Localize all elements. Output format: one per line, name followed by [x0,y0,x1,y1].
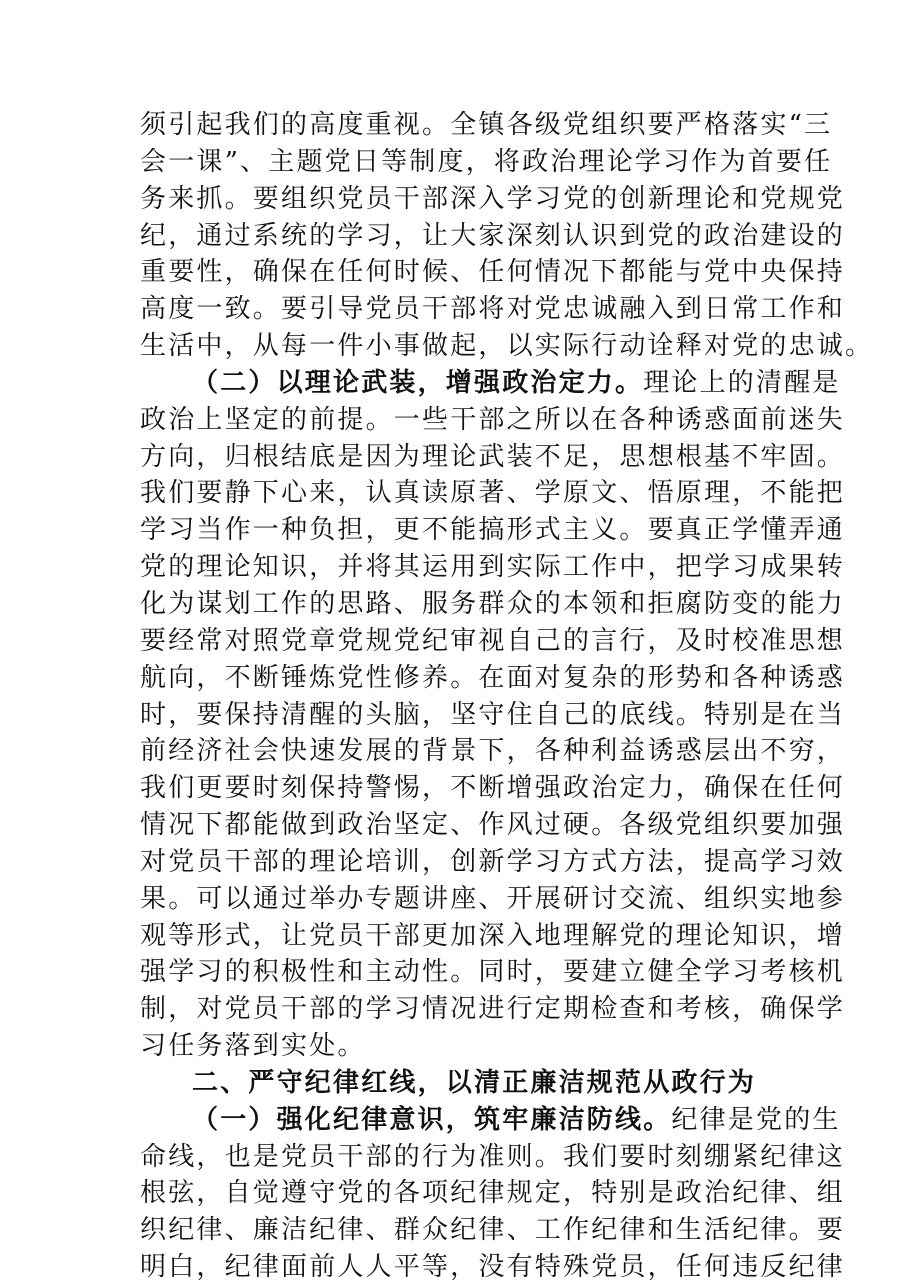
text-line [140,512,846,549]
body-text: 纪，通过系统的学习，让大家深刻认识到党的政治建设的 [140,220,846,251]
body-text: 党的理论知识，并将其运用到实际工作中，把学习成果转 [140,552,846,583]
body-text: 情况下都能做到政治坚定、作风过硬。各级党组织要加强 [140,810,846,841]
text-line [140,402,846,439]
text-line [140,328,874,365]
body-text: 强学习的积极性和主动性。同时，要建立健全学习考核机 [140,957,846,988]
text-line [140,1175,846,1212]
body-text: 化为谋划工作的思路、服务群众的本领和拒腐防变的能力 [140,588,846,619]
heading-text: （一）强化纪律意识，筑牢廉洁防线。 [192,1104,672,1135]
body-text: 我们要静下心来，认真读原著、学原文、悟原理，不能把 [140,478,846,509]
body-text: 要经常对照党章党规党纪审视自己的言行，及时校准思想 [140,625,846,656]
text-line [140,770,846,807]
body-text: 习任务落到实处。 [140,1031,366,1062]
text-line [140,881,846,918]
text-line [140,439,846,476]
text-line [140,107,833,144]
text-line [140,144,833,181]
text-line [140,586,846,623]
body-text: 政治上坚定的前提。一些干部之所以在各种诱惑面前迷失 [140,404,846,435]
document-body [140,107,874,1286]
body-text: 理论上的清醒是 [643,367,841,398]
text-line [140,660,846,697]
body-text: 重要性，确保在任何时候、任何情况下都能与党中央保持 [140,257,846,288]
body-text: 明白，纪律面前人人平等，没有特殊党员，任何违反纪律 [140,1252,846,1283]
text-line [140,549,846,586]
text-line [140,733,846,770]
body-text: 对党员干部的理论培训，创新学习方式方法，提高学习效 [140,846,846,877]
body-text: 我们更要时刻保持警惕，不断增强政治定力，确保在任何 [140,773,846,804]
body-text: 制，对党员干部的学习情况进行定期检查和考核，确保学 [140,994,846,1025]
body-text: 高度一致。要引导党员干部将对党忠诚融入到日常工作和 [140,294,846,325]
text-line [140,291,846,328]
body-text: 会一课”、主题党日等制度，将政治理论学习作为首要任 [140,146,833,177]
text-line [140,218,846,255]
body-text: 务来抓。要组织党员干部深入学习党的创新理论和党规党 [140,183,846,214]
body-text: 生活中，从每一件小事做起，以实际行动诠释对党的忠诚。 [140,331,874,362]
body-text: 根弦，自觉遵守党的各项纪律规定，特别是政治纪律、组 [140,1178,846,1209]
text-line [140,991,846,1028]
body-text: 命线，也是党员干部的行为准则。我们要时刻绷紧纪律这 [140,1141,846,1172]
body-text: 织纪律、廉洁纪律、群众纪律、工作纪律和生活纪律。要 [140,1215,846,1246]
text-line [140,1212,846,1249]
text-line [140,1028,780,1065]
text-line [140,844,846,881]
text-line [140,1102,841,1139]
heading-text: 二、严守纪律红线，以清正廉洁规范从政行为 [192,1067,757,1098]
body-text: 须引起我们的高度重视。全镇各级党组织要严格落实“三 [140,110,833,140]
body-text: 纪律是党的生 [671,1104,841,1135]
text-line [140,365,841,402]
body-text: 观等形式，让党员干部更加深入地理解党的理论知识，增 [140,920,846,951]
text-line [140,254,846,291]
text-line [140,623,846,660]
text-line [140,1249,846,1286]
body-text: 前经济社会快速发展的背景下，各种利益诱惑层出不穷， [140,736,846,767]
text-line [140,1139,846,1176]
text-line [140,954,846,991]
text-line [140,697,846,734]
body-text: 方向，归根结底是因为理论武装不足，思想根基不牢固。 [140,441,846,472]
text-line [140,1065,780,1102]
body-text: 学习当作一种负担，更不能搞形式主义。要真正学懂弄通 [140,515,846,546]
text-line [140,181,846,218]
text-line [140,807,846,844]
heading-text: （二）以理论武装，增强政治定力。 [192,367,644,398]
text-line [140,918,846,955]
body-text: 时，要保持清醒的头脑，坚守住自己的底线。特别是在当 [140,699,846,730]
text-line [140,475,846,512]
body-text: 航向，不断锤炼党性修养。在面对复杂的形势和各种诱惑 [140,662,846,693]
body-text: 果。可以通过举办专题讲座、开展研讨交流、组织实地参 [140,883,846,914]
